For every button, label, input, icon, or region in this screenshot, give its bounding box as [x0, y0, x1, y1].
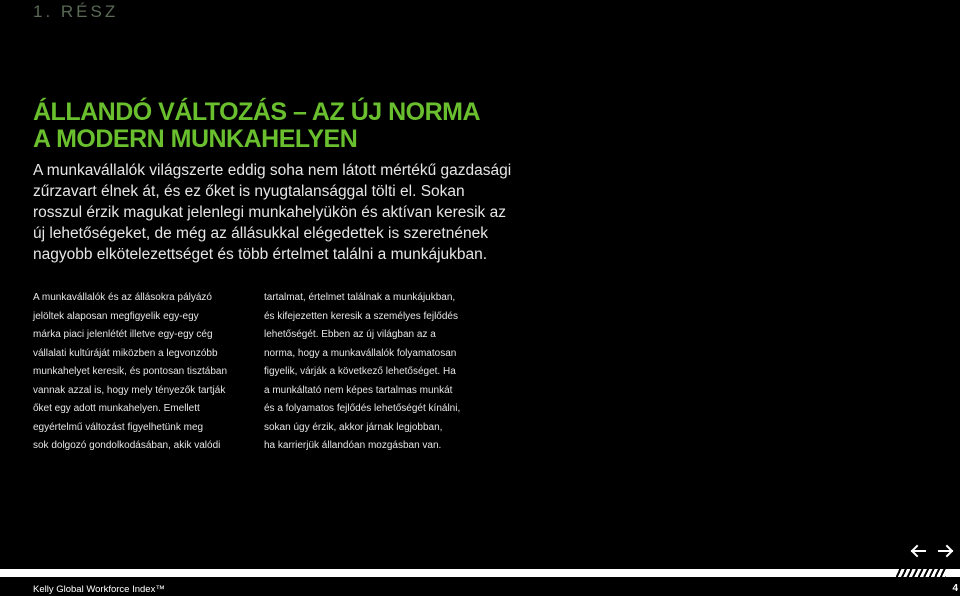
arrow-right-icon [938, 543, 954, 559]
footer-stripe-decoration [896, 569, 946, 577]
body-line: és kifejezetten keresik a személyes fejlődés [264, 310, 458, 322]
lead-line: rosszul érzik magukat jelenlegi munkahelyükön és aktívan keresik az [33, 204, 506, 221]
body-line: lehetőségét. Ebben az új világban az a [264, 329, 436, 340]
body-line: sok dolgozó gondolkodásában, akik valódi [33, 440, 221, 451]
body-line: vannak azzal is, hogy mely tényezők tartják [33, 384, 226, 396]
body-line: A munkavállalók és az állásokra pályázó [33, 292, 212, 303]
body-column-right [264, 289, 460, 456]
body-line: ha karrierjük állandóan mozgásban van. [264, 440, 442, 451]
previous-page-button[interactable] [910, 543, 926, 559]
body-line: jelöltek alaposan megfigyelik egy-egy [33, 310, 199, 322]
body-line: és a folyamatos fejlődés lehetőségét kínálni, [264, 403, 461, 414]
title-line-1: ÁLLANDÓ VÁLTOZÁS – AZ ÚJ NORMA [33, 98, 481, 126]
lead-line: új lehetőségeket, de még az állásukkal elégedettek is szeretnének [33, 225, 488, 242]
body-line: sokan úgy érzik, akkor járnak legjobban, [264, 421, 443, 433]
footer-brand: Kelly Global Workforce Index™ [33, 584, 165, 595]
lead-paragraph [33, 160, 533, 265]
arrow-left-icon [910, 543, 926, 559]
lead-line: zűrzavart élnek át, és ez őket is nyugtalansággal tölti el. Sokan [33, 183, 465, 200]
next-page-button[interactable] [938, 543, 954, 559]
lead-line: nagyobb elkötelezettséget és több értelmet találni a munkájukban. [33, 246, 488, 263]
page-navigation [910, 543, 954, 559]
body-line: márka piaci jelenlétét illetve egy-egy cég [33, 329, 213, 340]
body-line: egyértelmű változást figyelhetünk meg [33, 421, 204, 433]
body-column-left [33, 289, 227, 456]
page-title [33, 99, 480, 153]
section-label: 1. RÉSZ [33, 2, 119, 21]
page-number: 4 [952, 583, 958, 594]
body-line: norma, hogy a munkavállalók folyamatosan [264, 347, 457, 359]
body-line: a munkáltató nem képes tartalmas munkát [264, 384, 453, 396]
body-line: őket egy adott munkahelyen. Emellett [33, 403, 200, 414]
title-line-2: A MODERN MUNKAHELYEN [33, 125, 358, 153]
body-line: vállalati kultúráját miközben a legvonzóbb [33, 347, 218, 359]
footer-rule [0, 569, 960, 577]
body-line: figyelik, várják a következő lehetőséget. Ha [264, 366, 456, 377]
body-line: tartalmat, értelmet találnak a munkájukban, [264, 292, 456, 303]
body-line: munkahelyet keresik, és pontosan tisztában [33, 366, 227, 377]
lead-line: A munkavállalók világszerte eddig soha nem látott mértékű gazdasági [33, 162, 512, 179]
